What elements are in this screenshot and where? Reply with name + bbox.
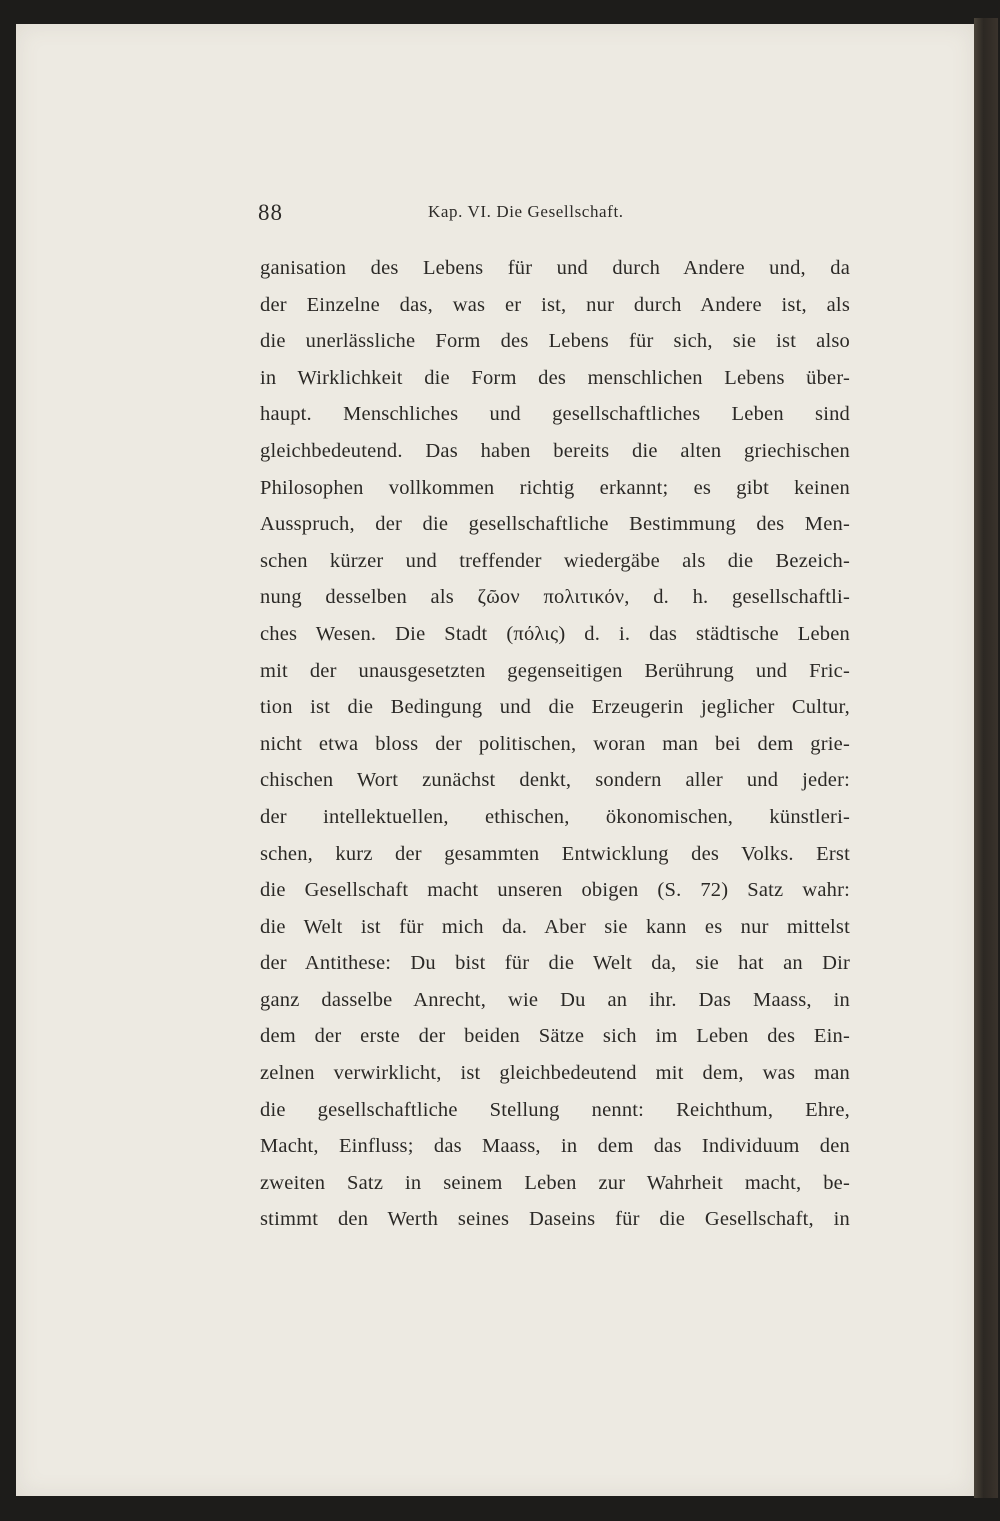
text-line: haupt. Menschliches und gesellschaftliches Leben sind: [260, 403, 850, 426]
text-line: der intellektuellen, ethischen, ökonomischen, künstleri-: [260, 805, 850, 828]
text-line: in Wirklichkeit die Form des menschlichen Lebens über-: [260, 366, 850, 389]
text-line: schen kürzer und treffender wiedergäbe als die Bezeich-: [260, 549, 850, 572]
text-line: die gesellschaftliche Stellung nennt: Reichthum, Ehre,: [260, 1098, 850, 1121]
text-line: stimmt den Werth seines Daseins für die Gesellschaft, in: [260, 1208, 850, 1231]
text-line: tion ist die Bedingung und die Erzeugerin jeglicher Cultur,: [260, 696, 850, 719]
text-line: ches Wesen. Die Stadt (πόλις) d. i. das städtische Leben: [260, 622, 850, 645]
text-line: nicht etwa bloss der politischen, woran man bei dem grie-: [260, 732, 850, 755]
text-line: ganisation des Lebens für und durch Andere und, da: [260, 257, 850, 279]
text-line: dem der erste der beiden Sätze sich im Leben des Ein-: [260, 1025, 850, 1048]
page-number: 88: [258, 200, 283, 225]
text-line: die unerlässliche Form des Lebens für sich, sie ist also: [260, 330, 850, 353]
text-line: mit der unausgesetzten gegenseitigen Berührung und Fric-: [260, 659, 850, 682]
text-line: Ausspruch, der die gesellschaftliche Bestimmung des Men-: [260, 513, 850, 536]
book-edge: [974, 18, 998, 1498]
text-line: der Einzelne das, was er ist, nur durch Andere ist, als: [260, 293, 850, 316]
text-line: die Gesellschaft macht unseren obigen (S. 72) Satz wahr:: [260, 879, 850, 902]
text-line: schen, kurz der gesammten Entwicklung des Volks. Erst: [260, 842, 850, 865]
text-line: chischen Wort zunächst denkt, sondern aller und jeder:: [260, 769, 850, 792]
text-line: nung desselben als ζῶον πολιτικόν, d. h. gesellschaftli-: [260, 586, 850, 609]
text-line: der Antithese: Du bist für die Welt da, sie hat an Dir: [260, 952, 850, 975]
text-line: zweiten Satz in seinem Leben zur Wahrheit macht, be-: [260, 1171, 850, 1194]
running-head: Kap. VI. Die Gesellschaft.: [428, 202, 624, 221]
text-line: die Welt ist für mich da. Aber sie kann es nur mittelst: [260, 915, 850, 938]
text-line: ganz dasselbe Anrecht, wie Du an ihr. Das Maass, in: [260, 988, 850, 1011]
page-header: [258, 200, 858, 228]
text-line: Macht, Einfluss; das Maass, in dem das Individuum den: [260, 1135, 850, 1158]
text-line: gleichbedeutend. Das haben bereits die alten griechischen: [260, 439, 850, 462]
text-line: Philosophen vollkommen richtig erkannt; es gibt keinen: [260, 476, 850, 499]
text-line: zelnen verwirklicht, ist gleichbedeutend mit dem, was man: [260, 1062, 850, 1085]
body-text: [260, 250, 850, 1238]
